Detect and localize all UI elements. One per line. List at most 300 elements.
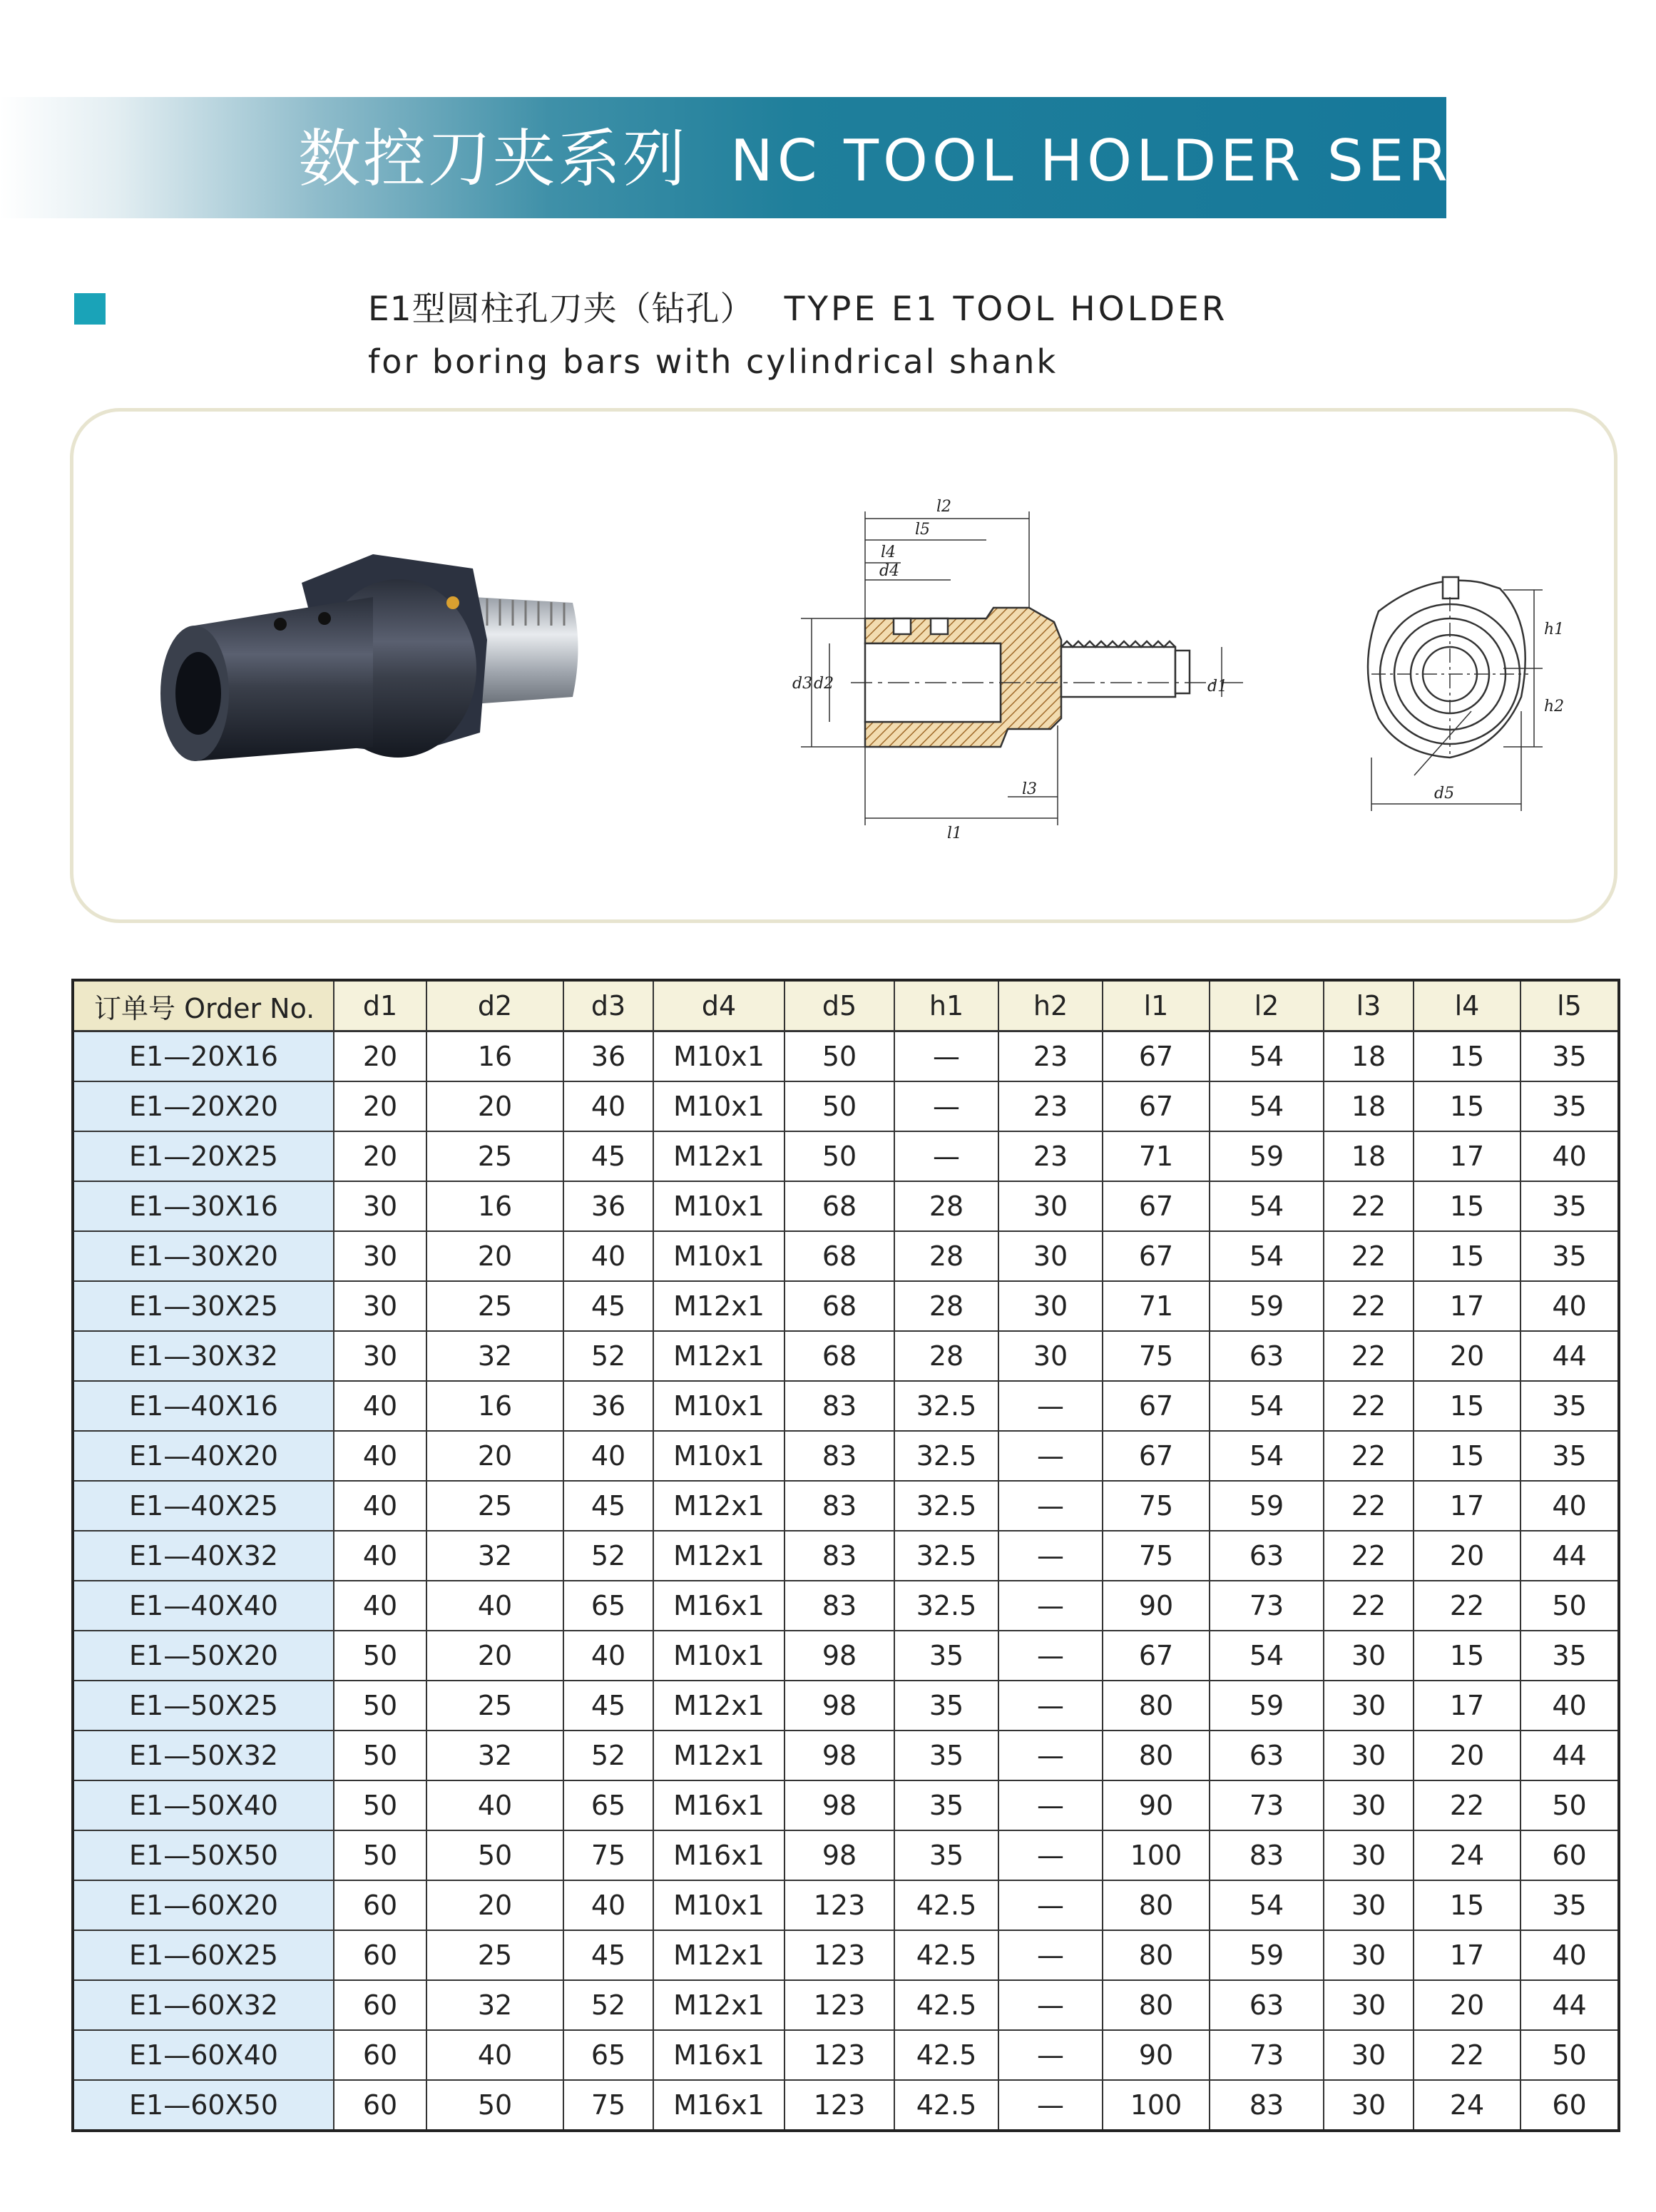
- table-cell: 15: [1414, 1231, 1520, 1281]
- section-description: for boring bars with cylindrical shank: [368, 342, 1058, 381]
- table-cell: 52: [563, 1331, 653, 1381]
- table-cell: 40: [563, 1880, 653, 1930]
- table-cell: 35: [1520, 1431, 1619, 1481]
- table-row: [73, 2030, 1619, 2080]
- table-cell: 15: [1414, 1081, 1520, 1131]
- table-cell: 35: [1520, 1031, 1619, 1082]
- table-cell: 40: [334, 1431, 426, 1481]
- table-cell: 75: [563, 2080, 653, 2131]
- table-cell: 40: [563, 1431, 653, 1481]
- table-cell: 68: [784, 1331, 894, 1381]
- label-l3: l3: [1022, 780, 1038, 798]
- table-cell: 68: [784, 1181, 894, 1231]
- table-cell: 15: [1414, 1031, 1520, 1082]
- table-cell: 54: [1210, 1231, 1324, 1281]
- table-cell: 32.5: [894, 1581, 998, 1631]
- table-cell: 30: [1324, 1930, 1414, 1980]
- table-cell: —: [998, 1481, 1103, 1531]
- table-cell: M12x1: [653, 1980, 784, 2030]
- drawing-svg: [73, 412, 1614, 919]
- table-cell: —: [894, 1131, 998, 1181]
- table-cell: 30: [1324, 1830, 1414, 1880]
- table-cell: 60: [334, 1980, 426, 2030]
- table-cell: 32.5: [894, 1381, 998, 1431]
- table-body: [73, 1031, 1619, 2131]
- table-row: [73, 1181, 1619, 1231]
- table-cell: 45: [563, 1281, 653, 1331]
- table-cell: 75: [1103, 1481, 1210, 1531]
- table-cell: —: [998, 1631, 1103, 1681]
- table-cell: 50: [334, 1731, 426, 1780]
- table-cell: M10x1: [653, 1181, 784, 1231]
- table-cell: 123: [784, 2080, 894, 2131]
- table-cell: 98: [784, 1830, 894, 1880]
- table-cell: M12x1: [653, 1131, 784, 1181]
- table-cell: 54: [1210, 1631, 1324, 1681]
- table-cell: 25: [426, 1481, 563, 1531]
- tool-holder-photo: [160, 554, 578, 761]
- table-cell: —: [998, 2080, 1103, 2131]
- table-cell: 20: [426, 1081, 563, 1131]
- table-cell: 83: [1210, 1830, 1324, 1880]
- table-row: [73, 1481, 1619, 1531]
- table-row: [73, 1231, 1619, 1281]
- table-cell: 40: [426, 2030, 563, 2080]
- table-cell: 30: [998, 1231, 1103, 1281]
- table-cell: 98: [784, 1780, 894, 1830]
- table-cell: 35: [894, 1830, 998, 1880]
- table-cell: 90: [1103, 2030, 1210, 2080]
- order-number-cell: E1—30X25: [73, 1281, 334, 1331]
- table-cell: M10x1: [653, 1231, 784, 1281]
- order-number-cell: E1—30X16: [73, 1181, 334, 1231]
- table-cell: 22: [1324, 1181, 1414, 1231]
- table-cell: 83: [1210, 2080, 1324, 2131]
- table-cell: 35: [894, 1731, 998, 1780]
- table-cell: 25: [426, 1681, 563, 1731]
- table-cell: 40: [1520, 1681, 1619, 1731]
- table-cell: 32.5: [894, 1431, 998, 1481]
- table-cell: —: [998, 1431, 1103, 1481]
- table-cell: 80: [1103, 1880, 1210, 1930]
- table-cell: 30: [1324, 2030, 1414, 2080]
- column-header: 订单号 Order No.: [73, 980, 334, 1031]
- table-cell: 20: [1414, 1331, 1520, 1381]
- section-title: [368, 282, 1227, 330]
- table-cell: 32.5: [894, 1481, 998, 1531]
- table-cell: —: [998, 1930, 1103, 1980]
- table-cell: 59: [1210, 1281, 1324, 1331]
- table-cell: 42.5: [894, 1930, 998, 1980]
- label-d5: d5: [1434, 785, 1455, 802]
- table-cell: 60: [334, 1880, 426, 1930]
- table-cell: 54: [1210, 1031, 1324, 1082]
- table-cell: 59: [1210, 1930, 1324, 1980]
- table-cell: 20: [426, 1631, 563, 1681]
- table-row: [73, 1031, 1619, 1082]
- table-cell: M12x1: [653, 1331, 784, 1381]
- table-cell: 45: [563, 1481, 653, 1531]
- label-l2: l2: [936, 498, 952, 516]
- table-cell: 59: [1210, 1481, 1324, 1531]
- table-cell: 67: [1103, 1381, 1210, 1431]
- table-cell: 80: [1103, 1980, 1210, 2030]
- table-cell: 123: [784, 1980, 894, 2030]
- table-cell: 50: [426, 1830, 563, 1880]
- table-cell: 30: [334, 1331, 426, 1381]
- column-header: l1: [1103, 980, 1210, 1031]
- table-cell: 45: [563, 1930, 653, 1980]
- table-cell: 73: [1210, 1581, 1324, 1631]
- table-cell: M10x1: [653, 1880, 784, 1930]
- table-cell: 30: [334, 1231, 426, 1281]
- table-cell: 16: [426, 1381, 563, 1431]
- table-cell: M12x1: [653, 1531, 784, 1581]
- table-cell: 71: [1103, 1131, 1210, 1181]
- order-number-cell: E1—60X32: [73, 1980, 334, 2030]
- table-row: [73, 1081, 1619, 1131]
- table-cell: 28: [894, 1231, 998, 1281]
- table-cell: 67: [1103, 1181, 1210, 1231]
- table-cell: 35: [894, 1631, 998, 1681]
- table-cell: 40: [334, 1481, 426, 1531]
- table-cell: 17: [1414, 1930, 1520, 1980]
- order-number-cell: E1—40X25: [73, 1481, 334, 1531]
- table-cell: 32: [426, 1731, 563, 1780]
- table-cell: M10x1: [653, 1031, 784, 1082]
- table-cell: 45: [563, 1681, 653, 1731]
- table-cell: 16: [426, 1031, 563, 1082]
- table-row: [73, 1331, 1619, 1381]
- column-header: d5: [784, 980, 894, 1031]
- column-header: l2: [1210, 980, 1324, 1031]
- table-cell: 83: [784, 1431, 894, 1481]
- table-cell: 25: [426, 1281, 563, 1331]
- table-cell: 67: [1103, 1081, 1210, 1131]
- table-cell: 54: [1210, 1081, 1324, 1131]
- table-cell: 36: [563, 1381, 653, 1431]
- table-cell: 17: [1414, 1481, 1520, 1531]
- table-cell: 35: [1520, 1231, 1619, 1281]
- table-cell: 68: [784, 1231, 894, 1281]
- title-en: NC TOOL HOLDER SERIES: [730, 128, 1554, 194]
- table-cell: 30: [998, 1181, 1103, 1231]
- table-cell: 42.5: [894, 2030, 998, 2080]
- table-cell: 67: [1103, 1431, 1210, 1481]
- table-cell: 54: [1210, 1381, 1324, 1431]
- table-cell: 35: [1520, 1181, 1619, 1231]
- table-cell: 30: [334, 1181, 426, 1231]
- label-d3: d3: [792, 675, 813, 693]
- table-cell: 30: [998, 1281, 1103, 1331]
- table-cell: 15: [1414, 1631, 1520, 1681]
- table-row: [73, 1281, 1619, 1331]
- table-cell: 30: [1324, 1880, 1414, 1930]
- table-cell: —: [998, 1880, 1103, 1930]
- table-cell: 23: [998, 1131, 1103, 1181]
- section-view: [801, 511, 1243, 825]
- order-number-cell: E1—20X16: [73, 1031, 334, 1082]
- drawing-panel: [70, 408, 1617, 923]
- table-cell: 28: [894, 1281, 998, 1331]
- table-row: [73, 1381, 1619, 1431]
- table-cell: 28: [894, 1181, 998, 1231]
- column-header: l4: [1414, 980, 1520, 1031]
- table-cell: 20: [426, 1431, 563, 1481]
- table-cell: 40: [563, 1631, 653, 1681]
- table-row: [73, 1880, 1619, 1930]
- table-row: [73, 1581, 1619, 1631]
- table-cell: 16: [426, 1181, 563, 1231]
- table-cell: 98: [784, 1681, 894, 1731]
- order-number-cell: E1—60X50: [73, 2080, 334, 2131]
- table-cell: M12x1: [653, 1731, 784, 1780]
- table-cell: M10x1: [653, 1081, 784, 1131]
- table-cell: —: [998, 1830, 1103, 1880]
- table-row: [73, 1731, 1619, 1780]
- table-cell: 20: [334, 1131, 426, 1181]
- table-cell: 63: [1210, 1731, 1324, 1780]
- table-cell: 60: [334, 1930, 426, 1980]
- table-cell: 50: [1520, 1780, 1619, 1830]
- label-d1: d1: [1207, 678, 1228, 695]
- label-l4: l4: [881, 544, 896, 561]
- table-row: [73, 1980, 1619, 2030]
- order-number-cell: E1—40X32: [73, 1531, 334, 1581]
- table-cell: —: [998, 1531, 1103, 1581]
- table-cell: 83: [784, 1481, 894, 1531]
- table-cell: 40: [1520, 1930, 1619, 1980]
- table-cell: 40: [334, 1531, 426, 1581]
- table-cell: 63: [1210, 1331, 1324, 1381]
- order-number-cell: E1—50X40: [73, 1780, 334, 1830]
- table-cell: 22: [1324, 1231, 1414, 1281]
- table-cell: 98: [784, 1731, 894, 1780]
- table-cell: M12x1: [653, 1930, 784, 1980]
- table-row: [73, 1780, 1619, 1830]
- table-cell: 67: [1103, 1231, 1210, 1281]
- table-cell: 42.5: [894, 1980, 998, 2030]
- table-cell: 22: [1324, 1281, 1414, 1331]
- table-cell: 35: [1520, 1081, 1619, 1131]
- table-cell: —: [998, 2030, 1103, 2080]
- section-title-cn: E1型圆柱孔刀夹（钻孔）: [368, 290, 755, 329]
- table-cell: 50: [334, 1830, 426, 1880]
- table-cell: 40: [1520, 1481, 1619, 1531]
- table-cell: 123: [784, 2030, 894, 2080]
- table-cell: 17: [1414, 1281, 1520, 1331]
- table-cell: 50: [334, 1780, 426, 1830]
- table-cell: 25: [426, 1131, 563, 1181]
- table-cell: 83: [784, 1381, 894, 1431]
- column-header: d1: [334, 980, 426, 1031]
- table-cell: 40: [563, 1081, 653, 1131]
- label-h1: h1: [1544, 621, 1565, 638]
- table-row: [73, 1930, 1619, 1980]
- table-cell: 18: [1324, 1131, 1414, 1181]
- table-cell: 24: [1414, 2080, 1520, 2131]
- table-cell: M16x1: [653, 1581, 784, 1631]
- label-d4: d4: [879, 562, 900, 580]
- table-cell: 40: [1520, 1131, 1619, 1181]
- table-cell: 22: [1414, 2030, 1520, 2080]
- order-number-cell: E1—40X16: [73, 1381, 334, 1431]
- table-cell: 123: [784, 1880, 894, 1930]
- spec-table: [71, 979, 1620, 2132]
- table-cell: M16x1: [653, 2030, 784, 2080]
- table-cell: 60: [1520, 2080, 1619, 2131]
- table-cell: 40: [1520, 1281, 1619, 1331]
- table-cell: 30: [1324, 2080, 1414, 2131]
- table-cell: 20: [1414, 1731, 1520, 1780]
- table-cell: 50: [334, 1681, 426, 1731]
- table-cell: 67: [1103, 1031, 1210, 1082]
- table-cell: 25: [426, 1930, 563, 1980]
- table-cell: 52: [563, 1531, 653, 1581]
- table-cell: 50: [1520, 2030, 1619, 2080]
- table-cell: 60: [334, 2080, 426, 2131]
- column-header: h1: [894, 980, 998, 1031]
- table-cell: M12x1: [653, 1681, 784, 1731]
- column-header: l5: [1520, 980, 1619, 1031]
- table-cell: 83: [784, 1531, 894, 1581]
- label-d2: d2: [814, 675, 834, 693]
- table-row: [73, 1531, 1619, 1581]
- table-cell: 22: [1414, 1581, 1520, 1631]
- table-cell: 18: [1324, 1031, 1414, 1082]
- column-header: d2: [426, 980, 563, 1031]
- table-cell: 30: [1324, 1631, 1414, 1681]
- table-cell: 23: [998, 1031, 1103, 1082]
- table-header: [73, 980, 1619, 1031]
- table-cell: 42.5: [894, 2080, 998, 2131]
- table-cell: 54: [1210, 1880, 1324, 1930]
- table-cell: 60: [334, 2030, 426, 2080]
- table-cell: M12x1: [653, 1481, 784, 1531]
- label-l5: l5: [915, 521, 931, 539]
- table-cell: 22: [1324, 1331, 1414, 1381]
- table-cell: 40: [334, 1581, 426, 1631]
- table-cell: 20: [426, 1880, 563, 1930]
- table-cell: 30: [1324, 1780, 1414, 1830]
- label-h2: h2: [1544, 698, 1565, 715]
- table-cell: 50: [334, 1631, 426, 1681]
- section-marker: [74, 293, 106, 325]
- order-number-cell: E1—50X32: [73, 1731, 334, 1780]
- table-cell: M10x1: [653, 1381, 784, 1431]
- table-row: [73, 1431, 1619, 1481]
- table-cell: M16x1: [653, 2080, 784, 2131]
- order-number-cell: E1—40X20: [73, 1431, 334, 1481]
- header-row: [73, 980, 1619, 1031]
- column-header: l3: [1324, 980, 1414, 1031]
- table-cell: 20: [426, 1231, 563, 1281]
- table-row: [73, 1830, 1619, 1880]
- order-number-cell: E1—20X20: [73, 1081, 334, 1131]
- table-cell: 63: [1210, 1531, 1324, 1581]
- table-cell: 44: [1520, 1531, 1619, 1581]
- table-cell: 98: [784, 1631, 894, 1681]
- table-cell: 22: [1324, 1531, 1414, 1581]
- table-cell: 35: [1520, 1880, 1619, 1930]
- order-number-cell: E1—30X32: [73, 1331, 334, 1381]
- table-cell: 67: [1103, 1631, 1210, 1681]
- table-cell: —: [894, 1031, 998, 1082]
- table-cell: 100: [1103, 1830, 1210, 1880]
- order-number-cell: E1—60X25: [73, 1930, 334, 1980]
- order-number-cell: E1—30X20: [73, 1231, 334, 1281]
- table-cell: 15: [1414, 1381, 1520, 1431]
- table-cell: 36: [563, 1181, 653, 1231]
- table-cell: 71: [1103, 1281, 1210, 1331]
- table-cell: M10x1: [653, 1631, 784, 1681]
- table-cell: 20: [1414, 1980, 1520, 2030]
- table-cell: 17: [1414, 1131, 1520, 1181]
- table-cell: 73: [1210, 2030, 1324, 2080]
- table-cell: 63: [1210, 1980, 1324, 2030]
- table-cell: 15: [1414, 1431, 1520, 1481]
- table-cell: 65: [563, 1581, 653, 1631]
- section-title-en: TYPE E1 TOOL HOLDER: [784, 290, 1228, 329]
- table-cell: 28: [894, 1331, 998, 1381]
- table-row: [73, 1131, 1619, 1181]
- order-number-cell: E1—40X40: [73, 1581, 334, 1631]
- order-number-cell: E1—50X50: [73, 1830, 334, 1880]
- table-cell: 90: [1103, 1581, 1210, 1631]
- table-cell: 30: [1324, 1681, 1414, 1731]
- table-cell: 32: [426, 1980, 563, 2030]
- table-cell: 123: [784, 1930, 894, 1980]
- table-cell: 20: [1414, 1531, 1520, 1581]
- table-cell: 22: [1324, 1381, 1414, 1431]
- table-cell: 54: [1210, 1181, 1324, 1231]
- table-cell: 59: [1210, 1131, 1324, 1181]
- table-cell: 15: [1414, 1880, 1520, 1930]
- table-cell: 36: [563, 1031, 653, 1082]
- title-cn: 数控刀夹系列: [298, 122, 688, 195]
- table-cell: 50: [784, 1031, 894, 1082]
- table-cell: —: [998, 1381, 1103, 1431]
- table-cell: 50: [784, 1131, 894, 1181]
- table-cell: —: [894, 1081, 998, 1131]
- table-cell: M16x1: [653, 1830, 784, 1880]
- table-cell: 50: [1520, 1581, 1619, 1631]
- table-cell: 45: [563, 1131, 653, 1181]
- table-cell: 22: [1324, 1431, 1414, 1481]
- table-cell: 40: [563, 1231, 653, 1281]
- table-cell: 20: [334, 1081, 426, 1131]
- table-row: [73, 1631, 1619, 1681]
- table-cell: 17: [1414, 1681, 1520, 1731]
- table-cell: 52: [563, 1980, 653, 2030]
- table-row: [73, 1681, 1619, 1731]
- table-cell: 35: [894, 1681, 998, 1731]
- table-cell: M16x1: [653, 1780, 784, 1830]
- table-cell: 35: [1520, 1631, 1619, 1681]
- table-cell: 32: [426, 1531, 563, 1581]
- table-cell: —: [998, 1980, 1103, 2030]
- table-cell: 23: [998, 1081, 1103, 1131]
- table-cell: 54: [1210, 1431, 1324, 1481]
- table-cell: 30: [334, 1281, 426, 1331]
- table-cell: M10x1: [653, 1431, 784, 1481]
- table-cell: 24: [1414, 1830, 1520, 1880]
- table-cell: 65: [563, 2030, 653, 2080]
- table-cell: 32.5: [894, 1531, 998, 1581]
- table-cell: 65: [563, 1780, 653, 1830]
- table-cell: 42.5: [894, 1880, 998, 1930]
- column-header: d4: [653, 980, 784, 1031]
